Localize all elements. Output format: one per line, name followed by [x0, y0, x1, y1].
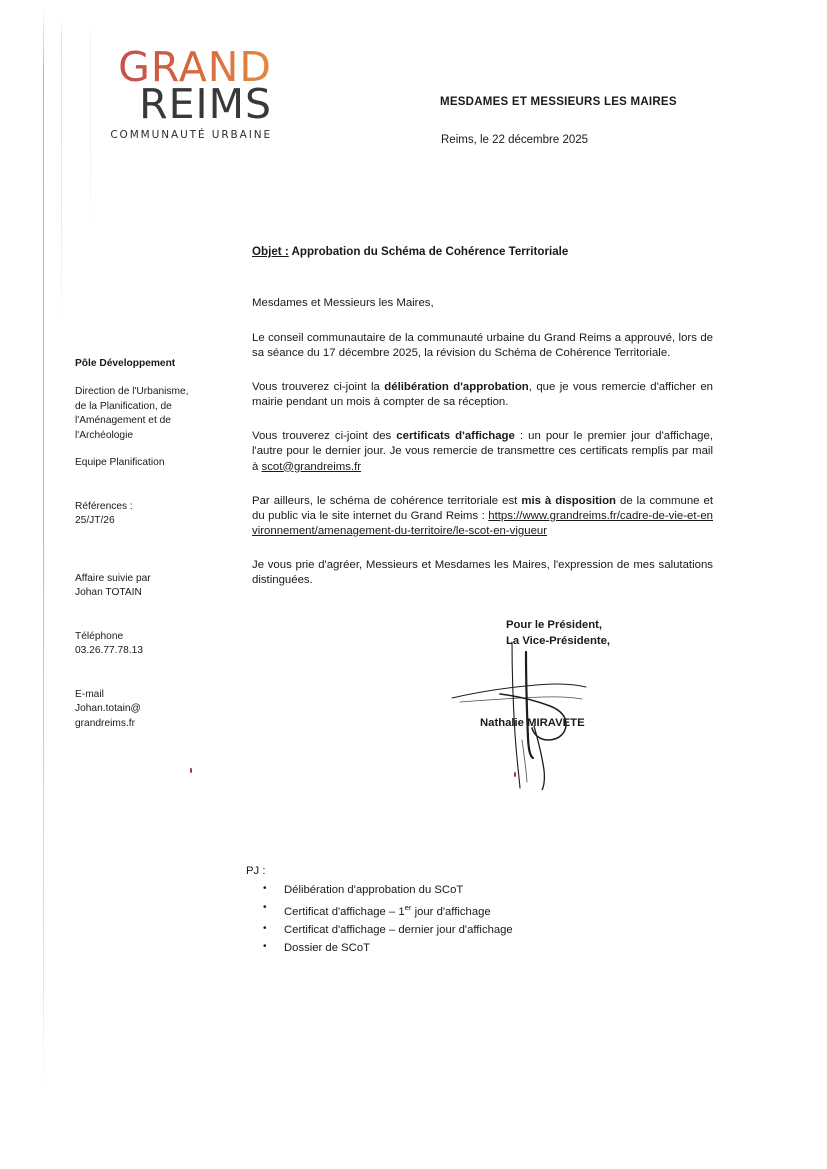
sidebar-references	[75, 500, 227, 529]
sidebar-spacer	[75, 542, 227, 572]
sidebar-spacer	[75, 484, 227, 500]
signature-title	[506, 618, 610, 649]
sidebar-spacer	[75, 614, 227, 630]
sidebar-affaire-value: Johan TOTAIN	[75, 587, 142, 599]
paragraph-disposition-emphasis: mis à disposition	[521, 494, 616, 507]
grand-reims-logo	[82, 43, 272, 142]
letter-body	[252, 244, 713, 608]
paragraph-closing: Je vous prie d'agréer, Messieurs et Mesdames les Maires, l'expression de mes salutations distinguées.	[252, 559, 713, 587]
handwritten-signature	[440, 630, 660, 790]
paragraph-disposition-part-2: de la commune et du public via le site internet du Grand Reims :	[252, 494, 713, 522]
paragraph-approval: Le conseil communautaire de la communauté urbaine du Grand Reims a approuvé, lors de sa séance du 17 décembre 2025, la révision du Schéma de Cohérence Territoriale.	[252, 331, 713, 359]
paragraph-deliberation-part-1: Vous trouverez ci-joint la	[252, 380, 385, 393]
paragraph-disposition	[252, 494, 713, 539]
list-item-pre: Certificat d'affichage – 1	[284, 905, 405, 918]
sidebar-telephone-value: 03.26.77.78.13	[75, 645, 143, 657]
sidebar-references-label: Références :	[75, 500, 133, 512]
paragraph-deliberation-emphasis: délibération d'approbation	[384, 380, 529, 393]
sidebar-direction	[75, 385, 227, 443]
list-item: • Délibération d'approbation du SCoT	[284, 884, 513, 897]
logo-word-grand: GRAND	[82, 47, 272, 87]
scan-artifact-line	[61, 18, 62, 318]
sidebar-email-label: E-mail	[75, 688, 104, 700]
sidebar-affaire-label: Affaire suivie par	[75, 572, 151, 584]
sidebar-email	[75, 688, 227, 731]
dateline: Reims, le 22 décembre 2025	[441, 134, 589, 146]
sidebar-telephone	[75, 630, 227, 659]
scan-artifact-speck	[190, 768, 192, 773]
sidebar-equipe: Equipe Planification	[75, 457, 165, 469]
signatory-name: Nathalie MIRAVETE	[480, 717, 585, 729]
sidebar-spacer	[75, 672, 227, 688]
paragraph-deliberation	[252, 380, 713, 410]
ordinal-suffix: er	[404, 902, 412, 912]
greeting-paragraph: Mesdames et Messieurs les Maires,	[252, 297, 434, 310]
subject-line	[252, 244, 713, 259]
signature-title-line-1: Pour le Président,	[506, 619, 603, 631]
paragraph-certificats	[252, 429, 713, 474]
sidebar-direction-line-4: l'Archéologie	[75, 429, 134, 441]
logo-word-reims: REIMS	[139, 80, 272, 129]
sidebar-telephone-label: Téléphone	[75, 630, 124, 642]
list-item	[284, 903, 513, 919]
addressee-heading: MESDAMES ET MESSIEURS LES MAIRES	[440, 96, 677, 108]
sender-sidebar	[75, 357, 227, 744]
paragraph-certificats-part-2: : un pour le premier jour d'affichage, l'autre pour le dernier jour. Je vous remercie de transmettre ces certificats remplis par mail à	[252, 430, 713, 473]
attachments-list	[246, 884, 513, 955]
sidebar-email-line-1: Johan.totain@	[75, 703, 141, 715]
sidebar-direction-line-1: Direction de l'Urbanisme,	[75, 386, 189, 398]
attachments-title: PJ :	[246, 865, 266, 877]
scan-artifact-line	[43, 8, 44, 1090]
sidebar-direction-line-3: l'Aménagement et de	[75, 415, 171, 427]
list-item: • Dossier de SCoT	[284, 942, 513, 955]
attachments-section	[246, 866, 513, 960]
scot-email-link[interactable]: scot@grandreims.fr	[261, 460, 362, 473]
sidebar-pole: Pôle Développement	[75, 358, 176, 369]
scan-artifact-speck	[514, 772, 516, 777]
sidebar-direction-line-2: de la Planification, de	[75, 400, 172, 412]
signature-title-line-2: La Vice-Présidente,	[506, 634, 611, 647]
subject-text: Approbation du Schéma de Cohérence Territoriale	[291, 245, 569, 258]
sidebar-references-value: 25/JT/26	[75, 515, 115, 527]
paragraph-deliberation-part-2: , que je vous remercie d'afficher en mairie pendant un mois à compter de sa réception.	[252, 380, 713, 409]
scot-website-link[interactable]: https://www.grandreims.fr/cadre-de-vie-et-environnement/amenagement-du-territoire/le-scot-en-vigueur	[252, 509, 713, 537]
paragraph-disposition-part-1: Par ailleurs, le schéma de cohérence territoriale est	[252, 494, 522, 507]
list-item-post: jour d'affichage	[411, 905, 491, 918]
sidebar-email-line-2: grandreims.fr	[75, 717, 136, 729]
paragraph-certificats-part-1: Vous trouverez ci-joint des	[252, 430, 397, 443]
logo-subtitle: COMMUNAUTÉ URBAINE	[110, 129, 272, 142]
paragraph-certificats-emphasis: certificats d'affichage	[396, 430, 515, 443]
list-item: • Certificat d'affichage – dernier jour d'affichage	[284, 924, 513, 937]
subject-label: Objet :	[252, 245, 289, 258]
sidebar-affaire-suivie	[75, 572, 227, 601]
